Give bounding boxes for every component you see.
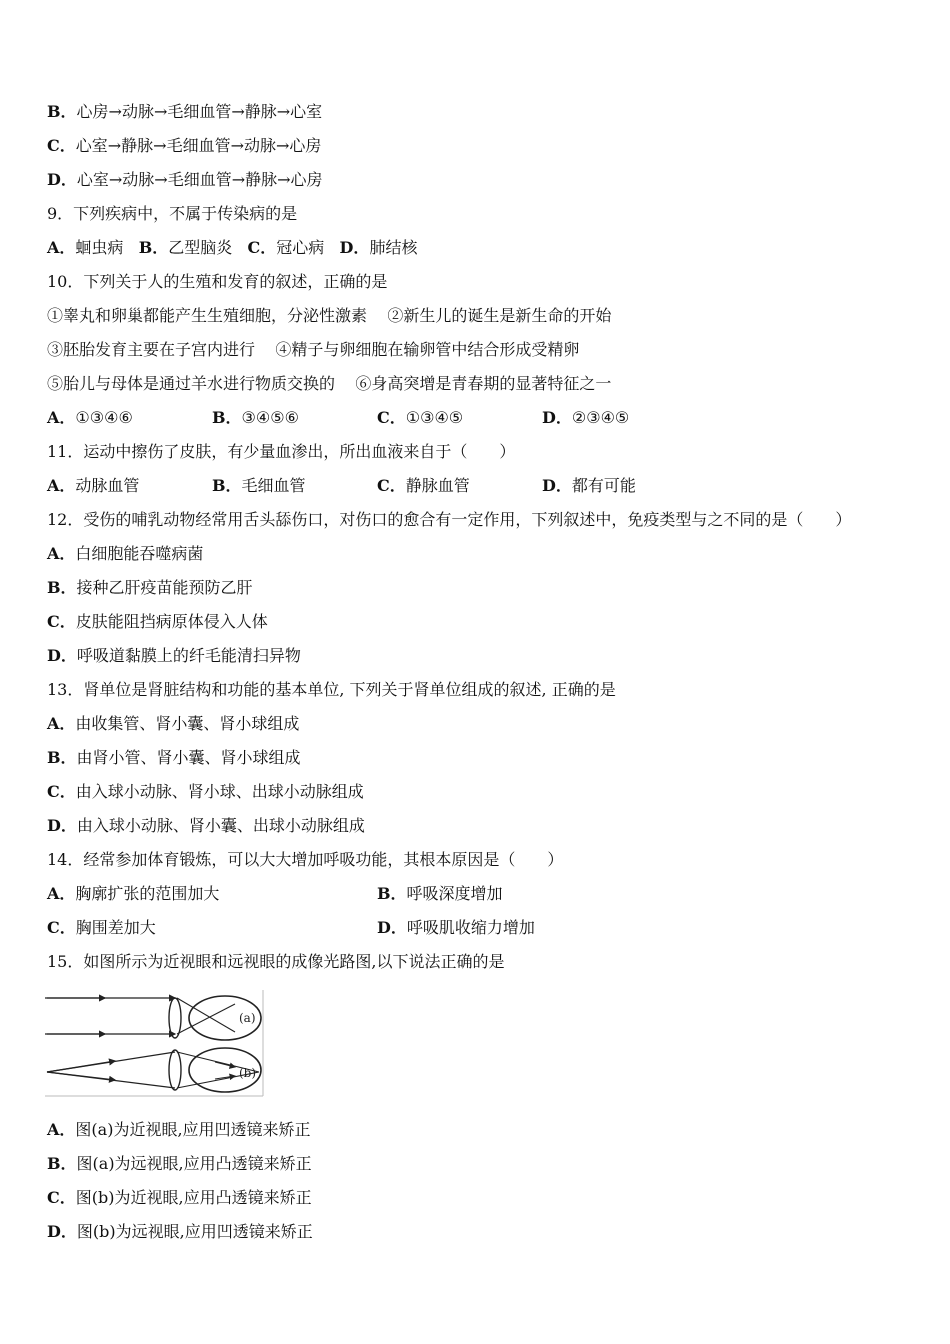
q14-option-d — [377, 918, 535, 938]
option-label: C． — [247, 238, 277, 257]
option-text: 图(b)为远视眼,应用凹透镜来矫正 — [76, 1222, 313, 1241]
q11-stem: 11．运动中擦伤了皮肤，有少量血渗出，所出血液来自于（ ） — [47, 442, 516, 461]
option-label: C． — [47, 782, 76, 801]
option-text: ③④⑤⑥ — [241, 408, 299, 427]
option-label: B． — [47, 578, 77, 597]
q15-stem: 15．如图所示为近视眼和远视眼的成像光路图,以下说法正确的是 — [47, 952, 505, 971]
option-label: B． — [212, 408, 242, 427]
option-label: D． — [542, 408, 572, 427]
option-text: 呼吸肌收缩力增加 — [406, 918, 535, 937]
q8-option-b — [47, 102, 322, 122]
option-label: B． — [47, 1154, 77, 1173]
q8-option-d — [47, 170, 323, 190]
option-text: 白细胞能吞噬病菌 — [75, 544, 204, 563]
option-label: C． — [47, 1188, 76, 1207]
q12-option-c — [47, 612, 268, 632]
option-label: D． — [377, 918, 407, 937]
option-label: D． — [47, 1222, 77, 1241]
statement-4: ④精子与卵细胞在输卵管中结合形成受精卵 — [275, 340, 580, 359]
option-text: 毛细血管 — [241, 476, 306, 495]
option-label: B． — [138, 238, 169, 257]
q9-stem: 9．下列疾病中，不属于传染病的是 — [47, 204, 298, 223]
q15-option-c — [47, 1188, 312, 1208]
statement-6: ⑥身高突增是青春期的显著特征之一 — [355, 374, 612, 393]
q12-stem: 12．受伤的哺乳动物经常用舌头舔伤口，对伤口的愈合有一定作用，下列叙述中，免疫类型与之不同的是（ ） — [47, 510, 852, 529]
option-text: 接种乙肝疫苗能预防乙肝 — [76, 578, 253, 597]
option-text: 静脉血管 — [405, 476, 470, 495]
statement-1: ①睾丸和卵巢都能产生生殖细胞，分泌性激素 — [47, 306, 368, 325]
option-text: 乙型脑炎 — [168, 238, 233, 257]
q14-option-b — [377, 884, 503, 904]
option-text: 都有可能 — [571, 476, 636, 495]
q10-option-d — [542, 408, 629, 428]
q9-options — [47, 238, 417, 258]
q15-option-a — [47, 1120, 311, 1140]
option-label: A． — [47, 884, 76, 903]
option-label: B． — [377, 884, 407, 903]
figure-label-b: (b) — [239, 1066, 257, 1080]
option-text: 皮肤能阻挡病原体侵入人体 — [75, 612, 268, 631]
eye-optics-svg — [45, 990, 265, 1098]
option-text: 冠心病 — [276, 238, 325, 257]
option-text: 蛔虫病 — [75, 238, 124, 257]
q10-option-b — [212, 408, 299, 428]
option-label: A． — [47, 238, 76, 257]
q10-statements-row3 — [47, 374, 611, 394]
option-text: 由收集管、肾小囊、肾小球组成 — [75, 714, 300, 733]
option-text: 由入球小动脉、肾小球、出球小动脉组成 — [75, 782, 364, 801]
option-label: C． — [47, 136, 76, 155]
q15-option-d — [47, 1222, 313, 1242]
option-label: C． — [377, 476, 406, 495]
option-text: 由入球小动脉、肾小囊、出球小动脉组成 — [76, 816, 365, 835]
statement-5: ⑤胎儿与母体是通过羊水进行物质交换的 — [47, 374, 336, 393]
eye-b — [47, 1048, 261, 1092]
q8-option-c — [47, 136, 321, 156]
option-label: B． — [47, 102, 77, 121]
option-label: A． — [47, 476, 76, 495]
q15-option-b — [47, 1154, 312, 1174]
q12-option-d — [47, 646, 301, 666]
q10-option-a — [47, 408, 133, 428]
option-text: 胸廓扩张的范围加大 — [75, 884, 220, 903]
option-text: 动脉血管 — [75, 476, 140, 495]
q11-option-c — [377, 476, 470, 496]
statement-3: ③胚胎发育主要在子宫内进行 — [47, 340, 256, 359]
option-text: 胸围差加大 — [75, 918, 156, 937]
q11-option-d — [542, 476, 636, 496]
q13-stem: 13．肾单位是肾脏结构和功能的基本单位, 下列关于肾单位组成的叙述, 正确的是 — [47, 680, 616, 699]
q11-option-a — [47, 476, 139, 496]
q10-option-c — [377, 408, 463, 428]
option-text: 心房→动脉→毛细血管→静脉→心室 — [76, 102, 323, 121]
option-text: 图(a)为远视眼,应用凸透镜来矫正 — [76, 1154, 312, 1173]
option-text: 呼吸深度增加 — [406, 884, 503, 903]
option-label: C． — [47, 612, 76, 631]
option-label: D． — [47, 646, 77, 665]
option-text: 心室→静脉→毛细血管→动脉→心房 — [75, 136, 322, 155]
option-text: 肺结核 — [369, 238, 418, 257]
option-text: 心室→动脉→毛细血管→静脉→心房 — [76, 170, 323, 189]
option-text: 图(a)为近视眼,应用凹透镜来矫正 — [75, 1120, 311, 1139]
q10-stem: 10．下列关于人的生殖和发育的叙述，正确的是 — [47, 272, 388, 291]
option-text: 呼吸道黏膜上的纤毛能清扫异物 — [76, 646, 301, 665]
option-label: A． — [47, 408, 76, 427]
q10-statements-row1 — [47, 306, 611, 326]
option-text: ①③④⑤ — [405, 408, 464, 427]
q12-option-b — [47, 578, 253, 598]
figure-label-a: (a) — [239, 1011, 256, 1025]
q13-option-b — [47, 748, 301, 768]
option-label: A． — [47, 1120, 76, 1139]
q12-option-a — [47, 544, 203, 564]
option-label: C． — [47, 918, 76, 937]
eye-optics-diagram — [45, 990, 265, 1098]
q10-statements-row2 — [47, 340, 579, 360]
option-label: A． — [47, 544, 76, 563]
option-text: ②③④⑤ — [571, 408, 630, 427]
q13-option-a — [47, 714, 299, 734]
q13-option-c — [47, 782, 364, 802]
option-text: 由肾小管、肾小囊、肾小球组成 — [76, 748, 301, 767]
q14-stem: 14．经常参加体育锻炼，可以大大增加呼吸功能，其根本原因是（ ） — [47, 850, 564, 869]
statement-2: ②新生儿的诞生是新生命的开始 — [387, 306, 612, 325]
q14-option-a — [47, 884, 219, 904]
option-label: B． — [47, 748, 77, 767]
option-label: B． — [212, 476, 242, 495]
option-text: ①③④⑥ — [75, 408, 133, 427]
option-label: D． — [339, 238, 370, 257]
option-text: 图(b)为近视眼,应用凸透镜来矫正 — [75, 1188, 312, 1207]
option-label: C． — [377, 408, 406, 427]
option-label: D． — [47, 170, 77, 189]
option-label: A． — [47, 714, 76, 733]
q11-option-b — [212, 476, 306, 496]
eye-a — [45, 996, 261, 1040]
option-label: D． — [542, 476, 572, 495]
option-label: D． — [47, 816, 77, 835]
q13-option-d — [47, 816, 365, 836]
q14-option-c — [47, 918, 156, 938]
